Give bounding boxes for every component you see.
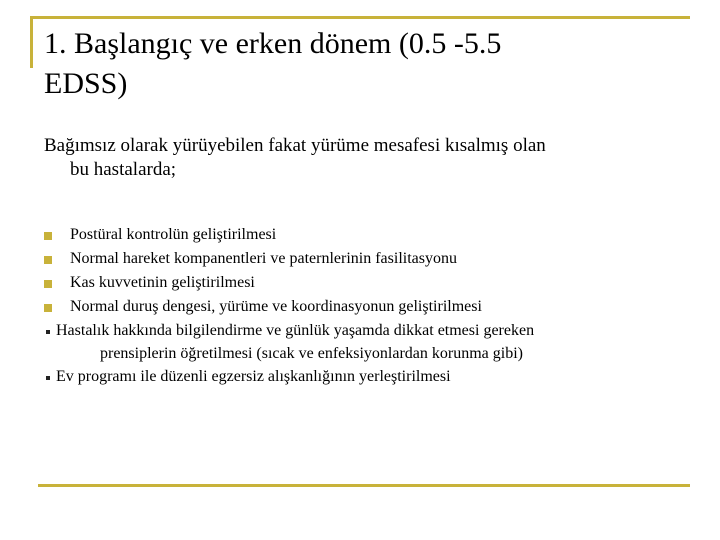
- list-item: [42, 319, 702, 365]
- title-line-2: EDSS): [44, 67, 128, 100]
- title-line-1: 1. Başlangıç ve erken dönem (0.5 -5.5: [44, 27, 502, 60]
- list-item-continuation: prensiplerin öğretilmesi (sıcak ve enfeksiyonlardan korunma gibi): [100, 345, 523, 362]
- bullet-list: [42, 223, 702, 389]
- top-rule: [30, 16, 690, 19]
- list-item-text: Kas kuvvetinin geliştirilmesi: [70, 274, 255, 291]
- dot-bullet-icon: [46, 376, 50, 380]
- slide-title: [44, 24, 684, 104]
- intro-line-2: bu hastalarda;: [70, 159, 177, 180]
- list-item: [42, 271, 702, 295]
- side-rule: [30, 16, 33, 68]
- square-bullet-icon: [44, 256, 52, 264]
- list-item-text: Ev programı ile düzenli egzersiz alışkanlığının yerleştirilmesi: [56, 368, 451, 385]
- list-item: [42, 223, 702, 247]
- list-item: [42, 295, 702, 319]
- intro-line-1: Bağımsız olarak yürüyebilen fakat yürüme mesafesi kısalmış olan: [44, 135, 546, 156]
- dot-bullet-icon: [46, 330, 50, 334]
- list-item-text: Postüral kontrolün geliştirilmesi: [70, 226, 277, 243]
- list-item: [42, 247, 702, 271]
- square-bullet-icon: [44, 280, 52, 288]
- intro-text: [44, 134, 694, 182]
- square-bullet-icon: [44, 232, 52, 240]
- list-item-text: Normal hareket kompanentleri ve paternlerinin fasilitasyonu: [70, 250, 457, 267]
- square-bullet-icon: [44, 304, 52, 312]
- list-item-text: Normal duruş dengesi, yürüme ve koordinasyonun geliştirilmesi: [70, 298, 482, 315]
- list-item: [42, 365, 702, 389]
- list-item-text: Hastalık hakkında bilgilendirme ve günlük yaşamda dikkat etmesi gereken: [56, 322, 535, 339]
- bottom-rule: [38, 484, 690, 487]
